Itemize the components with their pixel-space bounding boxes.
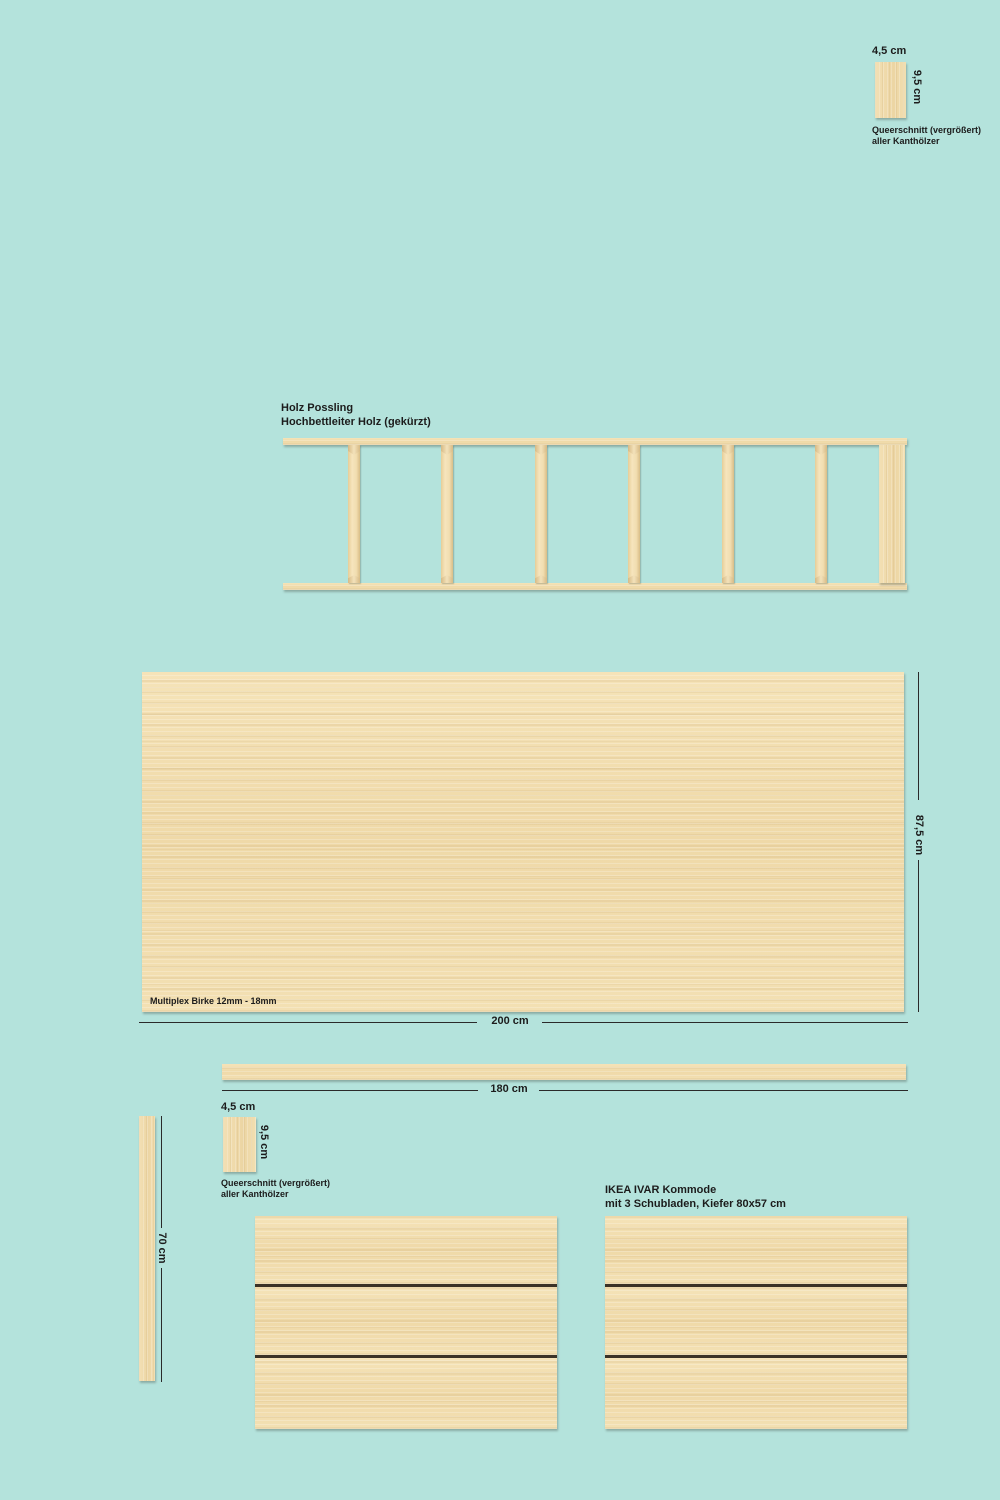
ladder-top-rail [283,438,907,445]
ladder-rung [348,445,360,583]
post-length-label: 70 cm [156,1232,168,1264]
board-width-dimension-line [542,1022,908,1023]
plywood-board [142,672,904,1012]
ladder-rung [628,445,640,583]
post-dimension-line [161,1268,162,1382]
ladder-bottom-rail [283,583,907,590]
drawer-front [255,1358,557,1429]
cross-section-block [223,1117,256,1172]
board-height-dimension-line [918,860,919,1012]
ladder-rung [722,445,734,583]
cross-section-caption: Queerschnitt (vergrößert) aller Kanthölzer [872,125,982,146]
drawer-front [255,1287,557,1355]
cross-section-height-label: 9,5 cm [911,69,923,105]
drawer-front [605,1216,907,1284]
drawer-front [605,1287,907,1355]
ladder-rung [441,445,453,583]
beam-length-label: 180 cm [490,1083,528,1095]
board-height-dimension-line [918,672,919,800]
beam-dimension-line [539,1090,908,1091]
cross-section-block [875,62,906,118]
ladder-rung [535,445,547,583]
cross-section-width-label: 4,5 cm [221,1101,256,1113]
cross-section-caption: Queerschnitt (vergrößert) aller Kanthölzer [221,1178,331,1199]
drawer-front [605,1358,907,1429]
dresser-right [605,1216,907,1429]
ladder-title: Holz Possling Hochbettleiter Holz (gekürzt) [281,402,431,428]
ladder-rung [815,445,827,583]
dresser-title: IKEA IVAR Kommode mit 3 Schubladen, Kiefer 80x57 cm [605,1184,786,1210]
ladder [283,438,907,592]
board-height-label: 87,5 cm [913,814,925,856]
board-width-label: 200 cm [491,1015,529,1027]
post-dimension-line [161,1116,162,1228]
dresser-left [255,1216,557,1429]
board-width-dimension-line [139,1022,477,1023]
short-post [139,1116,155,1381]
cross-section-width-label: 4,5 cm [872,45,907,57]
board-caption: Multiplex Birke 12mm - 18mm [150,996,277,1006]
long-beam [222,1064,906,1080]
beam-dimension-line [222,1090,478,1091]
drawer-front [255,1216,557,1284]
cross-section-height-label: 9,5 cm [258,1124,270,1160]
ladder-end-post [879,445,905,583]
